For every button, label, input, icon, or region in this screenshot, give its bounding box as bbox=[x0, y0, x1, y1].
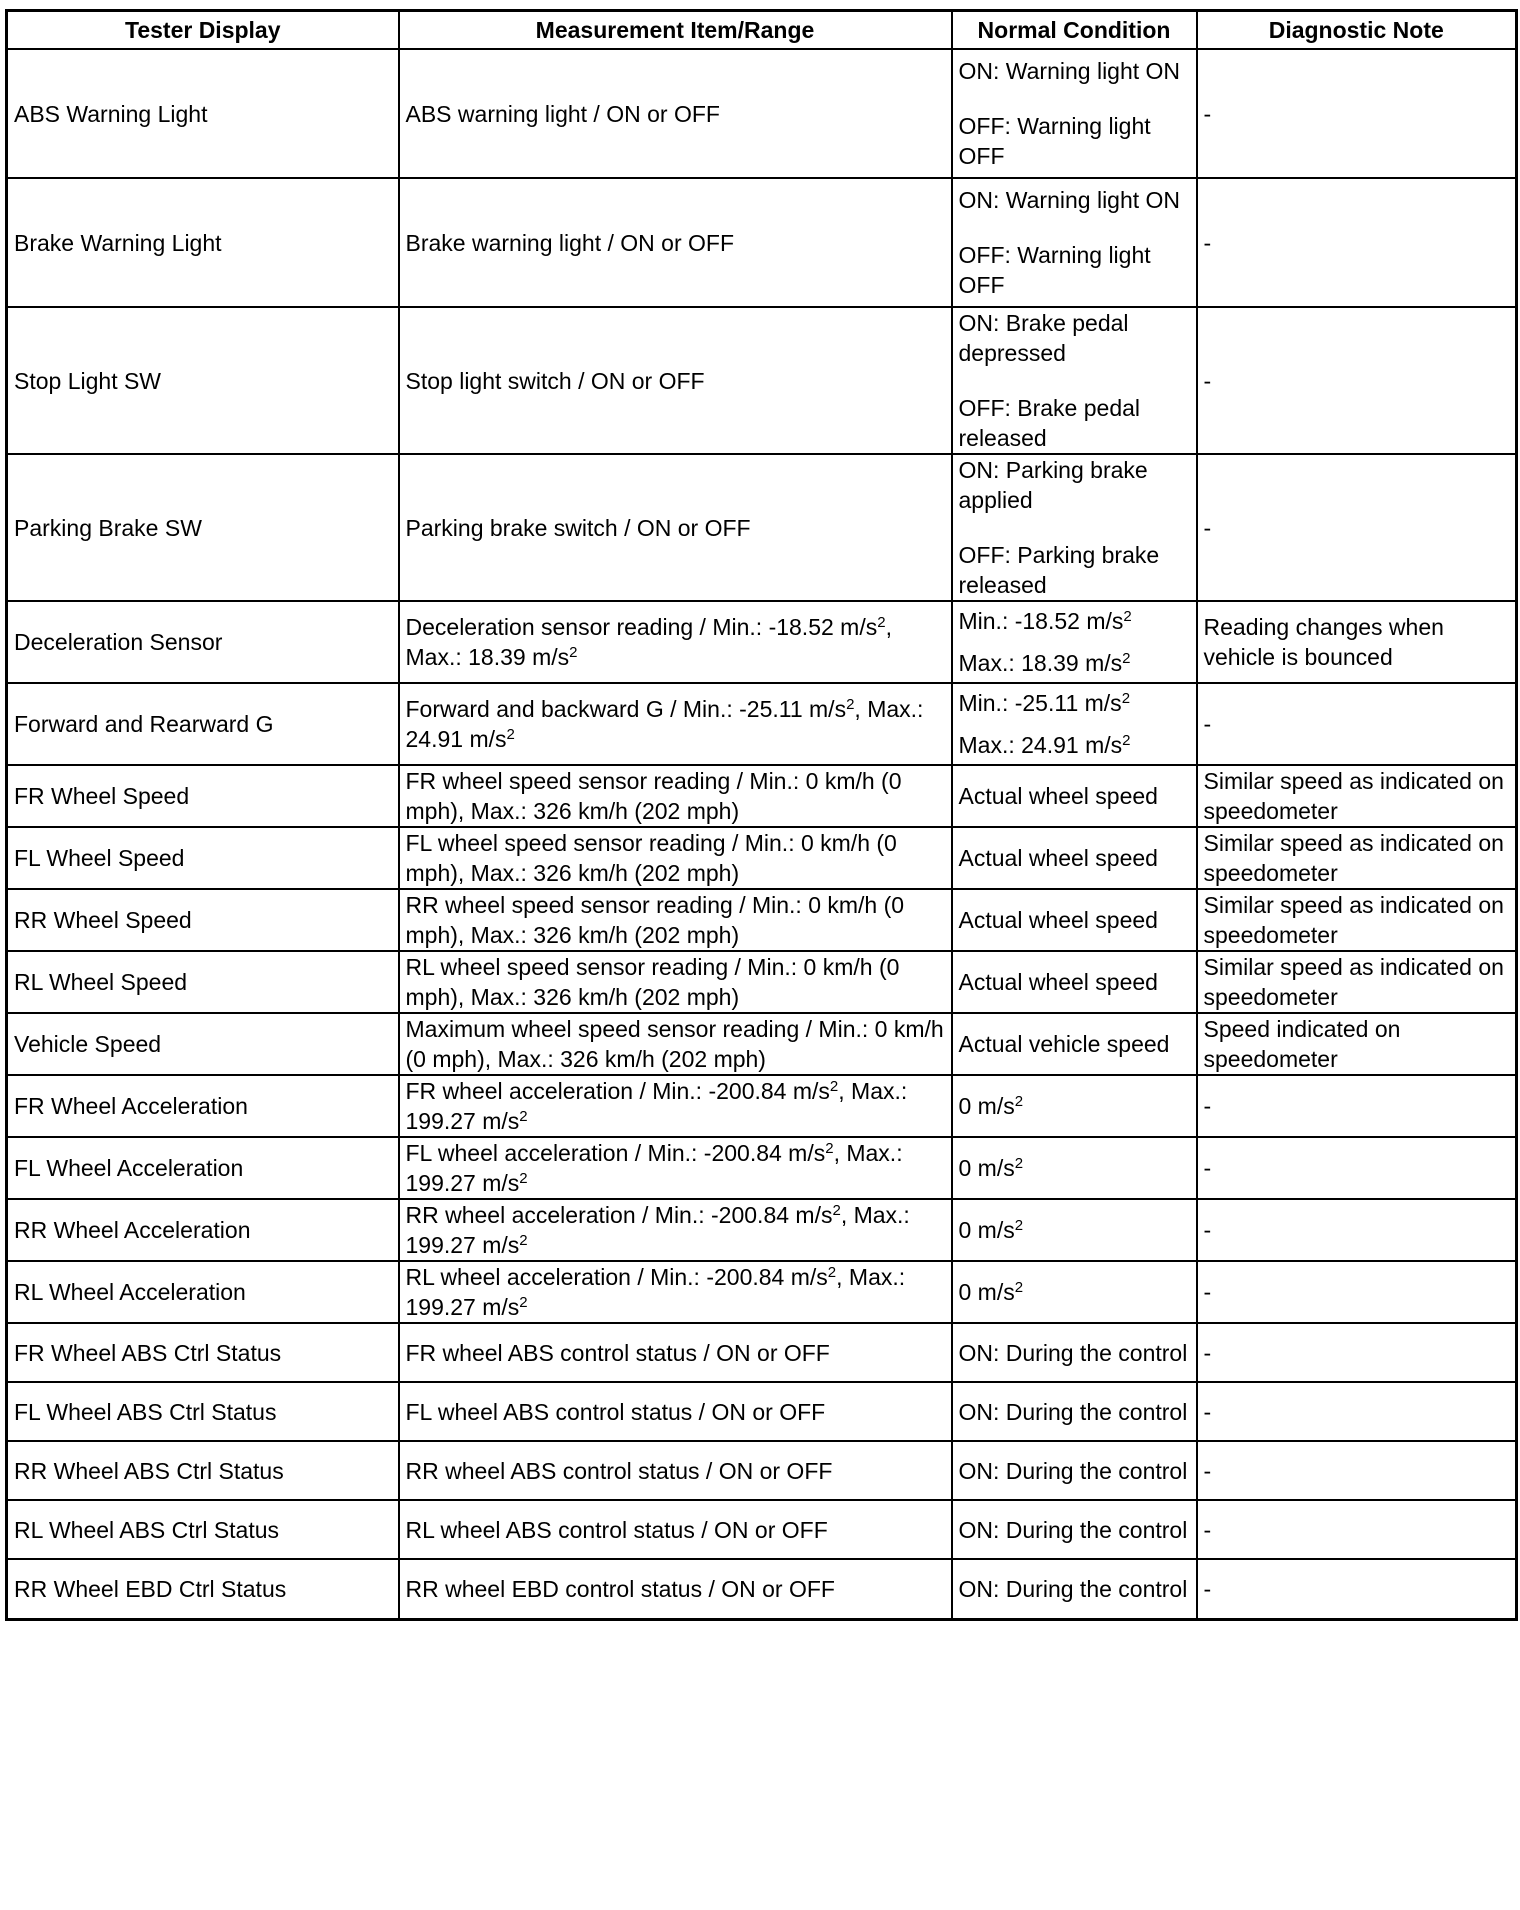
measurement-range-cell: Parking brake switch / ON or OFF bbox=[399, 454, 952, 601]
diagnostic-note-cell: Similar speed as indicated on speedometer bbox=[1197, 951, 1517, 1013]
diagnostic-note-cell: - bbox=[1197, 1441, 1517, 1500]
normal-condition-cell bbox=[952, 601, 1197, 683]
table-row bbox=[7, 1013, 1517, 1075]
measurement-range-cell: RL wheel acceleration / Min.: -200.84 $m/s^2$, Max.: 199.27 $m/s^2$ bbox=[399, 1261, 952, 1323]
table-row bbox=[7, 765, 1517, 827]
superscript: 2 bbox=[1014, 1279, 1024, 1296]
superscript: 2 bbox=[1014, 1217, 1024, 1234]
tester-display-cell: FL Wheel ABS Ctrl Status bbox=[7, 1382, 399, 1441]
measurement-range-cell: RR wheel speed sensor reading / Min.: 0 km/h (0 mph), Max.: 326 km/h (202 mph) bbox=[399, 889, 952, 951]
measurement-range-cell: FL wheel ABS control status / ON or OFF bbox=[399, 1382, 952, 1441]
column-header-tester-display: Tester Display bbox=[7, 11, 399, 50]
table-row bbox=[7, 1323, 1517, 1382]
table-row bbox=[7, 1441, 1517, 1500]
measurement-range-cell: RR wheel acceleration / Min.: -200.84 $m/s^2$, Max.: 199.27 $m/s^2$ bbox=[399, 1199, 952, 1261]
superscript: 2 bbox=[519, 1170, 528, 1187]
normal-condition-line: ON: During the control bbox=[958, 1457, 1188, 1484]
column-header-diagnostic-note: Diagnostic Note bbox=[1197, 11, 1517, 50]
measurement-range-cell: ABS warning light / ON or OFF bbox=[399, 49, 952, 178]
column-header-normal-condition: Normal Condition bbox=[952, 11, 1197, 50]
normal-condition-line: Min.: -18.52 $m/s^2$ bbox=[958, 608, 1132, 634]
measurement-range-cell: Deceleration sensor reading / Min.: -18.52 $m/s^2$, Max.: 18.39 $m/s^2$ bbox=[399, 601, 952, 683]
diagnostic-note-cell: - bbox=[1197, 1382, 1517, 1441]
normal-condition-line: 0 $m/s^2$ bbox=[958, 1155, 1024, 1181]
superscript: 2 bbox=[1122, 650, 1131, 667]
diagnostic-note-cell: Similar speed as indicated on speedometer bbox=[1197, 827, 1517, 889]
normal-condition-line: OFF: Warning light OFF bbox=[958, 242, 1151, 298]
normal-condition-line: ON: Parking brake applied bbox=[958, 457, 1148, 513]
normal-condition-line: OFF: Brake pedal released bbox=[958, 395, 1141, 451]
table-row bbox=[7, 49, 1517, 178]
tester-display-cell: FR Wheel ABS Ctrl Status bbox=[7, 1323, 399, 1382]
table-row bbox=[7, 951, 1517, 1013]
normal-condition-line: 0 $m/s^2$ bbox=[958, 1217, 1024, 1243]
tester-display-cell: RR Wheel ABS Ctrl Status bbox=[7, 1441, 399, 1500]
superscript: 2 bbox=[1014, 1093, 1024, 1110]
normal-condition-line: ON: During the control bbox=[958, 1398, 1188, 1425]
normal-condition-cell bbox=[952, 307, 1197, 454]
measurement-range-cell: FL wheel acceleration / Min.: -200.84 $m/s^2$, Max.: 199.27 $m/s^2$ bbox=[399, 1137, 952, 1199]
diagnostic-note-cell: - bbox=[1197, 1199, 1517, 1261]
superscript: 2 bbox=[829, 1078, 839, 1095]
measurement-range-cell: FR wheel ABS control status / ON or OFF bbox=[399, 1323, 952, 1382]
header-row bbox=[7, 11, 1517, 50]
superscript: 2 bbox=[1122, 732, 1131, 749]
normal-condition-line: Actual wheel speed bbox=[958, 907, 1158, 933]
normal-condition-cell bbox=[952, 1559, 1197, 1619]
normal-condition-line: ON: During the control bbox=[958, 1516, 1188, 1543]
diagnostic-note-cell: - bbox=[1197, 307, 1517, 454]
tester-display-cell: ABS Warning Light bbox=[7, 49, 399, 178]
tester-display-cell: RR Wheel EBD Ctrl Status bbox=[7, 1559, 399, 1619]
diagnostic-note-cell: - bbox=[1197, 1500, 1517, 1559]
tester-display-cell: Stop Light SW bbox=[7, 307, 399, 454]
normal-condition-cell bbox=[952, 1500, 1197, 1559]
tester-display-cell: Brake Warning Light bbox=[7, 178, 399, 307]
tester-display-cell: RL Wheel ABS Ctrl Status bbox=[7, 1500, 399, 1559]
normal-condition-cell bbox=[952, 1013, 1197, 1075]
table-row bbox=[7, 1261, 1517, 1323]
measurement-range-cell: Forward and backward G / Min.: -25.11 $m/s^2$, Max.: 24.91 $m/s^2$ bbox=[399, 683, 952, 765]
normal-condition-line: ON: During the control bbox=[958, 1575, 1188, 1602]
table-body bbox=[7, 49, 1517, 1619]
table-row bbox=[7, 1137, 1517, 1199]
superscript: 2 bbox=[569, 644, 578, 661]
normal-condition-line: OFF: Warning light OFF bbox=[958, 113, 1151, 169]
tester-display-cell: FL Wheel Speed bbox=[7, 827, 399, 889]
normal-condition-cell bbox=[952, 454, 1197, 601]
normal-condition-line: Actual wheel speed bbox=[958, 969, 1158, 995]
measurement-range-cell: FR wheel speed sensor reading / Min.: 0 km/h (0 mph), Max.: 326 km/h (202 mph) bbox=[399, 765, 952, 827]
normal-condition-cell bbox=[952, 1441, 1197, 1500]
measurement-range-cell: FR wheel acceleration / Min.: -200.84 $m/s^2$, Max.: 199.27 $m/s^2$ bbox=[399, 1075, 952, 1137]
superscript: 2 bbox=[832, 1202, 841, 1219]
tester-display-cell: RR Wheel Speed bbox=[7, 889, 399, 951]
superscript: 2 bbox=[1123, 608, 1132, 625]
normal-condition-line: 0 $m/s^2$ bbox=[958, 1279, 1024, 1305]
measurement-range-cell: Stop light switch / ON or OFF bbox=[399, 307, 952, 454]
normal-condition-line: Max.: 24.91 $m/s^2$ bbox=[958, 732, 1131, 758]
normal-condition-cell bbox=[952, 1075, 1197, 1137]
table-row bbox=[7, 601, 1517, 683]
normal-condition-line: OFF: Parking brake released bbox=[958, 542, 1160, 598]
normal-condition-cell bbox=[952, 1199, 1197, 1261]
normal-condition-line: Min.: -25.11 $m/s^2$ bbox=[958, 690, 1131, 716]
measurement-range-cell: RR wheel ABS control status / ON or OFF bbox=[399, 1441, 952, 1500]
data-list-table bbox=[5, 9, 1518, 1621]
superscript: 2 bbox=[846, 696, 855, 713]
tester-display-cell: FR Wheel Acceleration bbox=[7, 1075, 399, 1137]
diagnostic-note-cell: Similar speed as indicated on speedometer bbox=[1197, 889, 1517, 951]
normal-condition-line: ON: Warning light ON bbox=[958, 187, 1181, 213]
table-row bbox=[7, 307, 1517, 454]
table-row bbox=[7, 889, 1517, 951]
normal-condition-cell bbox=[952, 683, 1197, 765]
normal-condition-cell bbox=[952, 1261, 1197, 1323]
superscript: 2 bbox=[519, 1232, 528, 1249]
tester-display-cell: RL Wheel Acceleration bbox=[7, 1261, 399, 1323]
measurement-range-cell: FL wheel speed sensor reading / Min.: 0 km/h (0 mph), Max.: 326 km/h (202 mph) bbox=[399, 827, 952, 889]
normal-condition-line: ON: During the control bbox=[958, 1339, 1188, 1366]
normal-condition-line: ON: Brake pedal depressed bbox=[958, 310, 1129, 366]
table-row bbox=[7, 178, 1517, 307]
normal-condition-cell bbox=[952, 1382, 1197, 1441]
superscript: 2 bbox=[1014, 1155, 1024, 1172]
diagnostic-note-cell: - bbox=[1197, 178, 1517, 307]
table-row bbox=[7, 1199, 1517, 1261]
normal-condition-line: 0 $m/s^2$ bbox=[958, 1093, 1024, 1119]
table-row bbox=[7, 1500, 1517, 1559]
diagnostic-note-cell: - bbox=[1197, 1261, 1517, 1323]
diagnostic-note-cell: - bbox=[1197, 49, 1517, 178]
measurement-range-cell: RL wheel ABS control status / ON or OFF bbox=[399, 1500, 952, 1559]
tester-display-cell: RR Wheel Acceleration bbox=[7, 1199, 399, 1261]
measurement-range-cell: RR wheel EBD control status / ON or OFF bbox=[399, 1559, 952, 1619]
normal-condition-cell bbox=[952, 1323, 1197, 1382]
diagnostic-note-cell: - bbox=[1197, 454, 1517, 601]
diagnostic-note-cell: Similar speed as indicated on speedometer bbox=[1197, 765, 1517, 827]
normal-condition-cell bbox=[952, 889, 1197, 951]
superscript: 2 bbox=[825, 1140, 834, 1157]
normal-condition-line: Actual vehicle speed bbox=[958, 1031, 1170, 1057]
tester-display-cell: FR Wheel Speed bbox=[7, 765, 399, 827]
diagnostic-note-cell: Speed indicated on speedometer bbox=[1197, 1013, 1517, 1075]
normal-condition-line: Actual wheel speed bbox=[958, 783, 1158, 809]
measurement-range-cell: RL wheel speed sensor reading / Min.: 0 km/h (0 mph), Max.: 326 km/h (202 mph) bbox=[399, 951, 952, 1013]
diagnostic-note-cell: - bbox=[1197, 1075, 1517, 1137]
tester-display-cell: Parking Brake SW bbox=[7, 454, 399, 601]
superscript: 2 bbox=[827, 1264, 837, 1281]
diagnostic-note-cell: Reading changes when vehicle is bounced bbox=[1197, 601, 1517, 683]
normal-condition-line: Actual wheel speed bbox=[958, 845, 1158, 871]
tester-display-cell: Forward and Rearward G bbox=[7, 683, 399, 765]
measurement-range-cell: Brake warning light / ON or OFF bbox=[399, 178, 952, 307]
measurement-range-cell: Maximum wheel speed sensor reading / Min.: 0 km/h (0 mph), Max.: 326 km/h (202 mph) bbox=[399, 1013, 952, 1075]
normal-condition-cell bbox=[952, 827, 1197, 889]
superscript: 2 bbox=[877, 614, 886, 631]
superscript: 2 bbox=[506, 726, 515, 743]
diagnostic-note-cell: - bbox=[1197, 1559, 1517, 1619]
normal-condition-cell bbox=[952, 178, 1197, 307]
table-row bbox=[7, 683, 1517, 765]
normal-condition-line: Max.: 18.39 $m/s^2$ bbox=[958, 650, 1131, 676]
tester-display-cell: RL Wheel Speed bbox=[7, 951, 399, 1013]
diagnostic-note-cell: - bbox=[1197, 683, 1517, 765]
superscript: 2 bbox=[519, 1294, 528, 1311]
normal-condition-cell bbox=[952, 951, 1197, 1013]
superscript: 2 bbox=[519, 1108, 528, 1125]
table-row bbox=[7, 1382, 1517, 1441]
diagnostic-note-cell: - bbox=[1197, 1323, 1517, 1382]
table-row bbox=[7, 1075, 1517, 1137]
diagnostic-note-cell: - bbox=[1197, 1137, 1517, 1199]
tester-display-cell: FL Wheel Acceleration bbox=[7, 1137, 399, 1199]
table-row bbox=[7, 827, 1517, 889]
normal-condition-cell bbox=[952, 1137, 1197, 1199]
normal-condition-cell bbox=[952, 49, 1197, 178]
table-row bbox=[7, 454, 1517, 601]
superscript: 2 bbox=[1121, 690, 1131, 707]
normal-condition-line: ON: Warning light ON bbox=[958, 58, 1181, 84]
tester-display-cell: Vehicle Speed bbox=[7, 1013, 399, 1075]
table-row bbox=[7, 1559, 1517, 1619]
normal-condition-cell bbox=[952, 765, 1197, 827]
column-header-measurement-item: Measurement Item/Range bbox=[399, 11, 952, 50]
tester-display-cell: Deceleration Sensor bbox=[7, 601, 399, 683]
